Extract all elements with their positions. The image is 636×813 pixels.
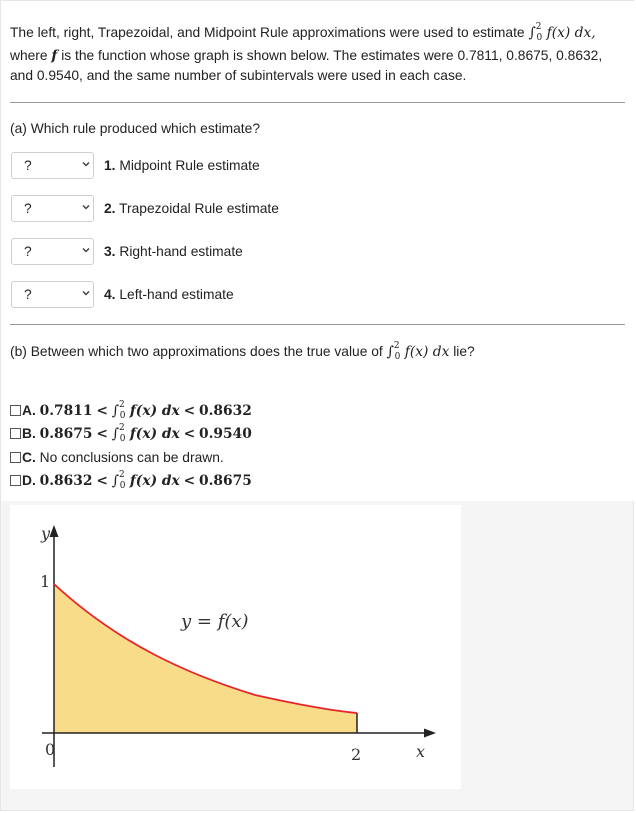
option-c[interactable]: C. No conclusions can be drawn. [10, 450, 224, 465]
intro-line2-prefix: where [10, 47, 48, 63]
x-tick-label: 2 [351, 745, 362, 764]
chevron-down-icon [82, 203, 90, 211]
option-b[interactable]: B. 0.8675 < ∫$^2_0$ f(x) dx < 0.9540 [10, 426, 252, 442]
graph-svg [10, 505, 461, 789]
chevron-down-icon [82, 246, 90, 254]
rule-label-3: 3. Right-hand estimate [104, 244, 243, 259]
x-axis-label: x [416, 742, 426, 761]
divider [10, 102, 625, 103]
question-integral: ∫$^2_0$ f(x) dx [386, 341, 450, 362]
rule-label-2: 2. Trapezoidal Rule estimate [104, 201, 279, 216]
intro-line2: is the function whose graph is shown below. The estimates were 0.7811, 0.8675, 0.8632, [61, 47, 603, 63]
origin-label: 0 [45, 740, 56, 759]
option-a[interactable]: A. 0.7811 < ∫$^2_0$ f(x) dx < 0.8632 [10, 403, 252, 419]
select-value: ? [24, 244, 32, 259]
rule-select-3[interactable] [11, 238, 94, 265]
rule-select-1[interactable] [11, 152, 94, 179]
rule-label-1: 1. Midpoint Rule estimate [104, 158, 260, 173]
shaded-area [54, 584, 357, 733]
part-b-question: (b) Between which two approximations does the true value of ∫$^2_0$ f(x) dx lie? [10, 341, 475, 362]
chevron-down-icon [82, 160, 90, 168]
checkbox[interactable] [10, 475, 21, 486]
select-value: ? [24, 201, 32, 216]
func-symbol: f [51, 47, 58, 64]
intro-line1: The left, right, Trapezoidal, and Midpoint Rule approximations were used to estimate [10, 25, 525, 40]
rule-select-4[interactable] [11, 281, 94, 308]
select-value: ? [24, 158, 32, 173]
y-tick-label: 1 [40, 572, 51, 591]
checkbox[interactable] [10, 452, 21, 463]
question-panel [1, 1, 635, 501]
function-graph [10, 505, 461, 789]
chevron-down-icon [82, 289, 90, 297]
intro-line3: and 0.9540, and the same number of subintervals were used in each case. [10, 68, 467, 83]
part-a-question: (a) Which rule produced which estimate? [10, 121, 260, 136]
divider [10, 324, 625, 325]
select-value: ? [24, 287, 32, 302]
checkbox[interactable] [10, 405, 21, 416]
y-axis-label: y [41, 524, 51, 543]
option-d[interactable]: D. 0.8632 < ∫$^2_0$ f(x) dx < 0.8675 [10, 473, 252, 489]
rule-label-4: 4. Left-hand estimate [104, 287, 234, 302]
intro-text [10, 23, 625, 87]
checkbox[interactable] [10, 428, 21, 439]
rule-select-2[interactable] [11, 195, 94, 222]
curve-label: y = f(x) [181, 611, 249, 632]
intro-integral: ∫$^2_0$ f(x) dx, [528, 22, 596, 43]
